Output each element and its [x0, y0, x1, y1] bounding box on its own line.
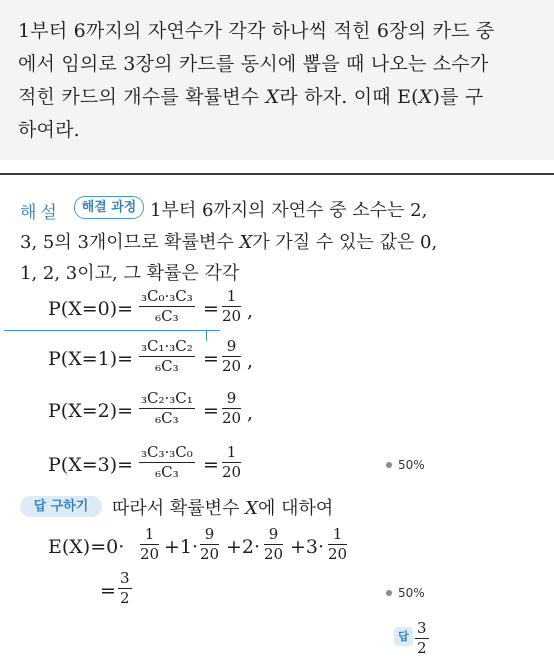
answer-badge: 답 구하기 — [20, 496, 102, 517]
eq2-result: $\frac{9}{20}$ — [222, 389, 242, 427]
expectation-left: E(X)=0· — [48, 536, 125, 558]
annotation-line — [4, 330, 220, 331]
process-badge: 해결 과정 — [74, 196, 144, 219]
ex-term-2: +1· — [164, 536, 199, 558]
eq0-fraction: $\frac{\text{₃C₀·₃C₃}}{\text{₆C₃}}$ — [141, 287, 193, 325]
ex-frac-2: $\frac{9}{20}$ — [200, 525, 220, 563]
eq2-equals: = — [203, 400, 219, 422]
eq0-comma: , — [247, 300, 254, 322]
eq2-comma: , — [247, 402, 254, 424]
eq3-fraction: $\frac{\text{₃C₃·₃C₀}}{\text{₆C₃}}$ — [141, 443, 193, 481]
bullet-dot-icon — [386, 590, 392, 596]
problem-line-4: 하여라. — [18, 119, 80, 141]
ex-frac-3: $\frac{9}{20}$ — [264, 525, 284, 563]
eq1-fraction: $\frac{\text{₃C₁·₃C₂}}{\text{₆C₃}}$ — [141, 337, 193, 375]
section-divider — [0, 173, 554, 175]
final-answer: $\frac{3}{2}$ — [417, 619, 427, 657]
eq1-result: $\frac{9}{20}$ — [222, 337, 242, 375]
problem-line-3: 적힌 카드의 개수를 확률변수 X라 하자. 이때 E(X)를 구 — [18, 86, 484, 108]
score-marker-2: 50% — [386, 586, 425, 600]
eq0-left: P(X=0)= — [48, 298, 134, 320]
solution-line-2: 3, 5의 3개이므로 확률변수 X가 가질 수 있는 값은 0, — [20, 232, 438, 253]
conclusion-line: 따라서 확률변수 X에 대하여 — [112, 498, 334, 519]
eq3-left: P(X=3)= — [48, 454, 134, 476]
eq2-left: P(X=2)= — [48, 400, 134, 422]
ex-term-4: +3· — [290, 536, 325, 558]
ex-result-equals: = — [100, 580, 116, 602]
problem-line-2: 에서 임의로 3장의 카드를 동시에 뽑을 때 나오는 소수가 — [18, 53, 489, 75]
eq1-left: P(X=1)= — [48, 348, 134, 370]
bullet-dot-icon — [386, 462, 392, 468]
solution-label: 해설 — [20, 203, 61, 223]
eq0-result: $\frac{1}{20}$ — [222, 287, 242, 325]
score-marker-1: 50% — [386, 458, 425, 472]
problem-line-1: 1부터 6까지의 자연수가 각각 하나씩 적힌 6장의 카드 중 — [18, 20, 495, 42]
annotation-tick — [206, 330, 207, 341]
ex-result: $\frac{3}{2}$ — [120, 569, 130, 607]
solution-line-1: 1부터 6까지의 자연수 중 소수는 2, — [150, 200, 428, 221]
eq1-equals: = — [203, 348, 219, 370]
problem-box — [0, 0, 554, 160]
solution-line-3: 1, 2, 3이고, 그 확률은 각각 — [20, 263, 240, 284]
final-answer-tag: 답 — [394, 627, 413, 646]
eq3-equals: = — [203, 454, 219, 476]
ex-frac-4: $\frac{1}{20}$ — [328, 525, 348, 563]
eq0-equals: = — [203, 298, 219, 320]
eq1-comma: , — [247, 350, 254, 372]
ex-frac-1: $\frac{1}{20}$ — [140, 525, 160, 563]
ex-term-3: +2· — [226, 536, 261, 558]
eq2-fraction: $\frac{\text{₃C₂·₃C₁}}{\text{₆C₃}}$ — [141, 389, 193, 427]
eq3-result: $\frac{1}{20}$ — [222, 443, 242, 481]
